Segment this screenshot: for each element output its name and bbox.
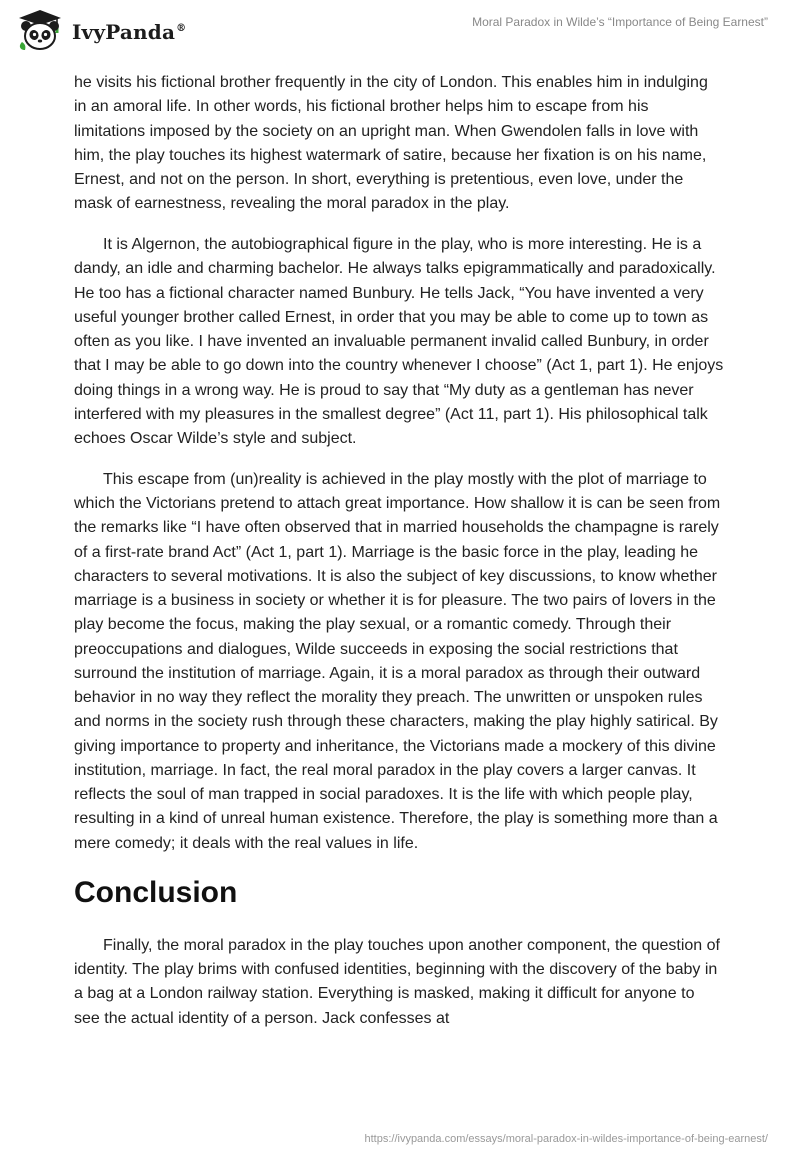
ivypanda-logo[interactable]	[14, 8, 186, 52]
body-paragraph: he visits his fictional brother frequently in the city of London. This enables him in indulging in an amoral life. In other words, his fictional brother helps him to escape from his limitations imposed by the society on an upright man. When Gwendolen falls in love with him, the play touches its highest watermark of satire, because her fixation is on his name, Ernest, and not on the person. In short, everything is pretentious, even love, under the mask of earnestness, revealing the moral paradox in the play.	[74, 74, 708, 213]
document-title: Moral Paradox in Wilde’s “Importance of Being Earnest”	[472, 15, 768, 29]
page-header	[0, 0, 800, 64]
body-paragraph: This escape from (un)reality is achieved in the play mostly with the plot of marriage to which the Victorians pretend to attach great importance. How shallow it is can be seen from the remarks like “I have often observed that in married households the champagne is rarely of a first-rate brand Act” (Act 1, part 1). Marriage is the basic force in the play, leading he characters to several motivations. It is also the subject of key discussions, to know whether marriage is a business in society or whether it is for pleasure. The two pairs of lovers in the play become the focus, making the play sexual, or a romantic comedy. Through their preoccupations and dialogues, Wilde succeeds in exposing the social restrictions that surround the institution of marriage. Again, it is a moral paradox as through their outward behavior in no way they reflect the morality they preach. The unwritten or unspoken rules and norms in the society rush through these characters, making the play highly satirical. By giving importance to property and inheritance, the Victorians made a mockery of this divine institution, marriage. In fact, the real moral paradox in the play covers a larger canvas. It reflects the soul of man trapped in social paradoxes. It is the life with which people play, resulting in a kind of unreal human existence. Therefore, the play is something more than a mere comedy; it deals with the real values in life.	[74, 470, 721, 852]
logo-text: IvyPanda®	[72, 20, 187, 44]
body-paragraph: It is Algernon, the autobiographical figure in the play, who is more interesting. He is a dandy, an idle and charming bachelor. He always talks epigrammatically and paradoxically. He too has a fictional character named Bunbury. He tells Jack, “You have invented a very useful younger brother called Ernest, in order that you may be able to come up to town as often as you like. I have invented an invaluable permanent invalid called Bunbury, in order that I may be able to go down into the country whenever I choose” (Act 1, part 1). He enjoys doing things in a wrong way. He is proud to say that “My duty as a gentleman has never interfered with my pleasures in the smallest degree” (Act 11, part 1). His philosophical talk echoes Oscar Wilde’s style and subject.	[74, 236, 724, 447]
section-heading-conclusion: Conclusion	[74, 875, 238, 909]
panda-graduation-cap-icon	[14, 8, 66, 52]
source-url[interactable]: https://ivypanda.com/essays/moral-paradox-in-wildes-importance-of-being-earnest/	[364, 1133, 768, 1145]
registered-mark: ®	[176, 23, 187, 35]
essay-body	[74, 71, 724, 1047]
conclusion-paragraph: Finally, the moral paradox in the play touches upon another component, the question of identity. The play brims with confused identities, beginning with the discovery of the baby in a bag at a London railway station. Everything is masked, making it difficult for anyone to see the actual identity of a person. Jack confesses at	[74, 936, 720, 1027]
